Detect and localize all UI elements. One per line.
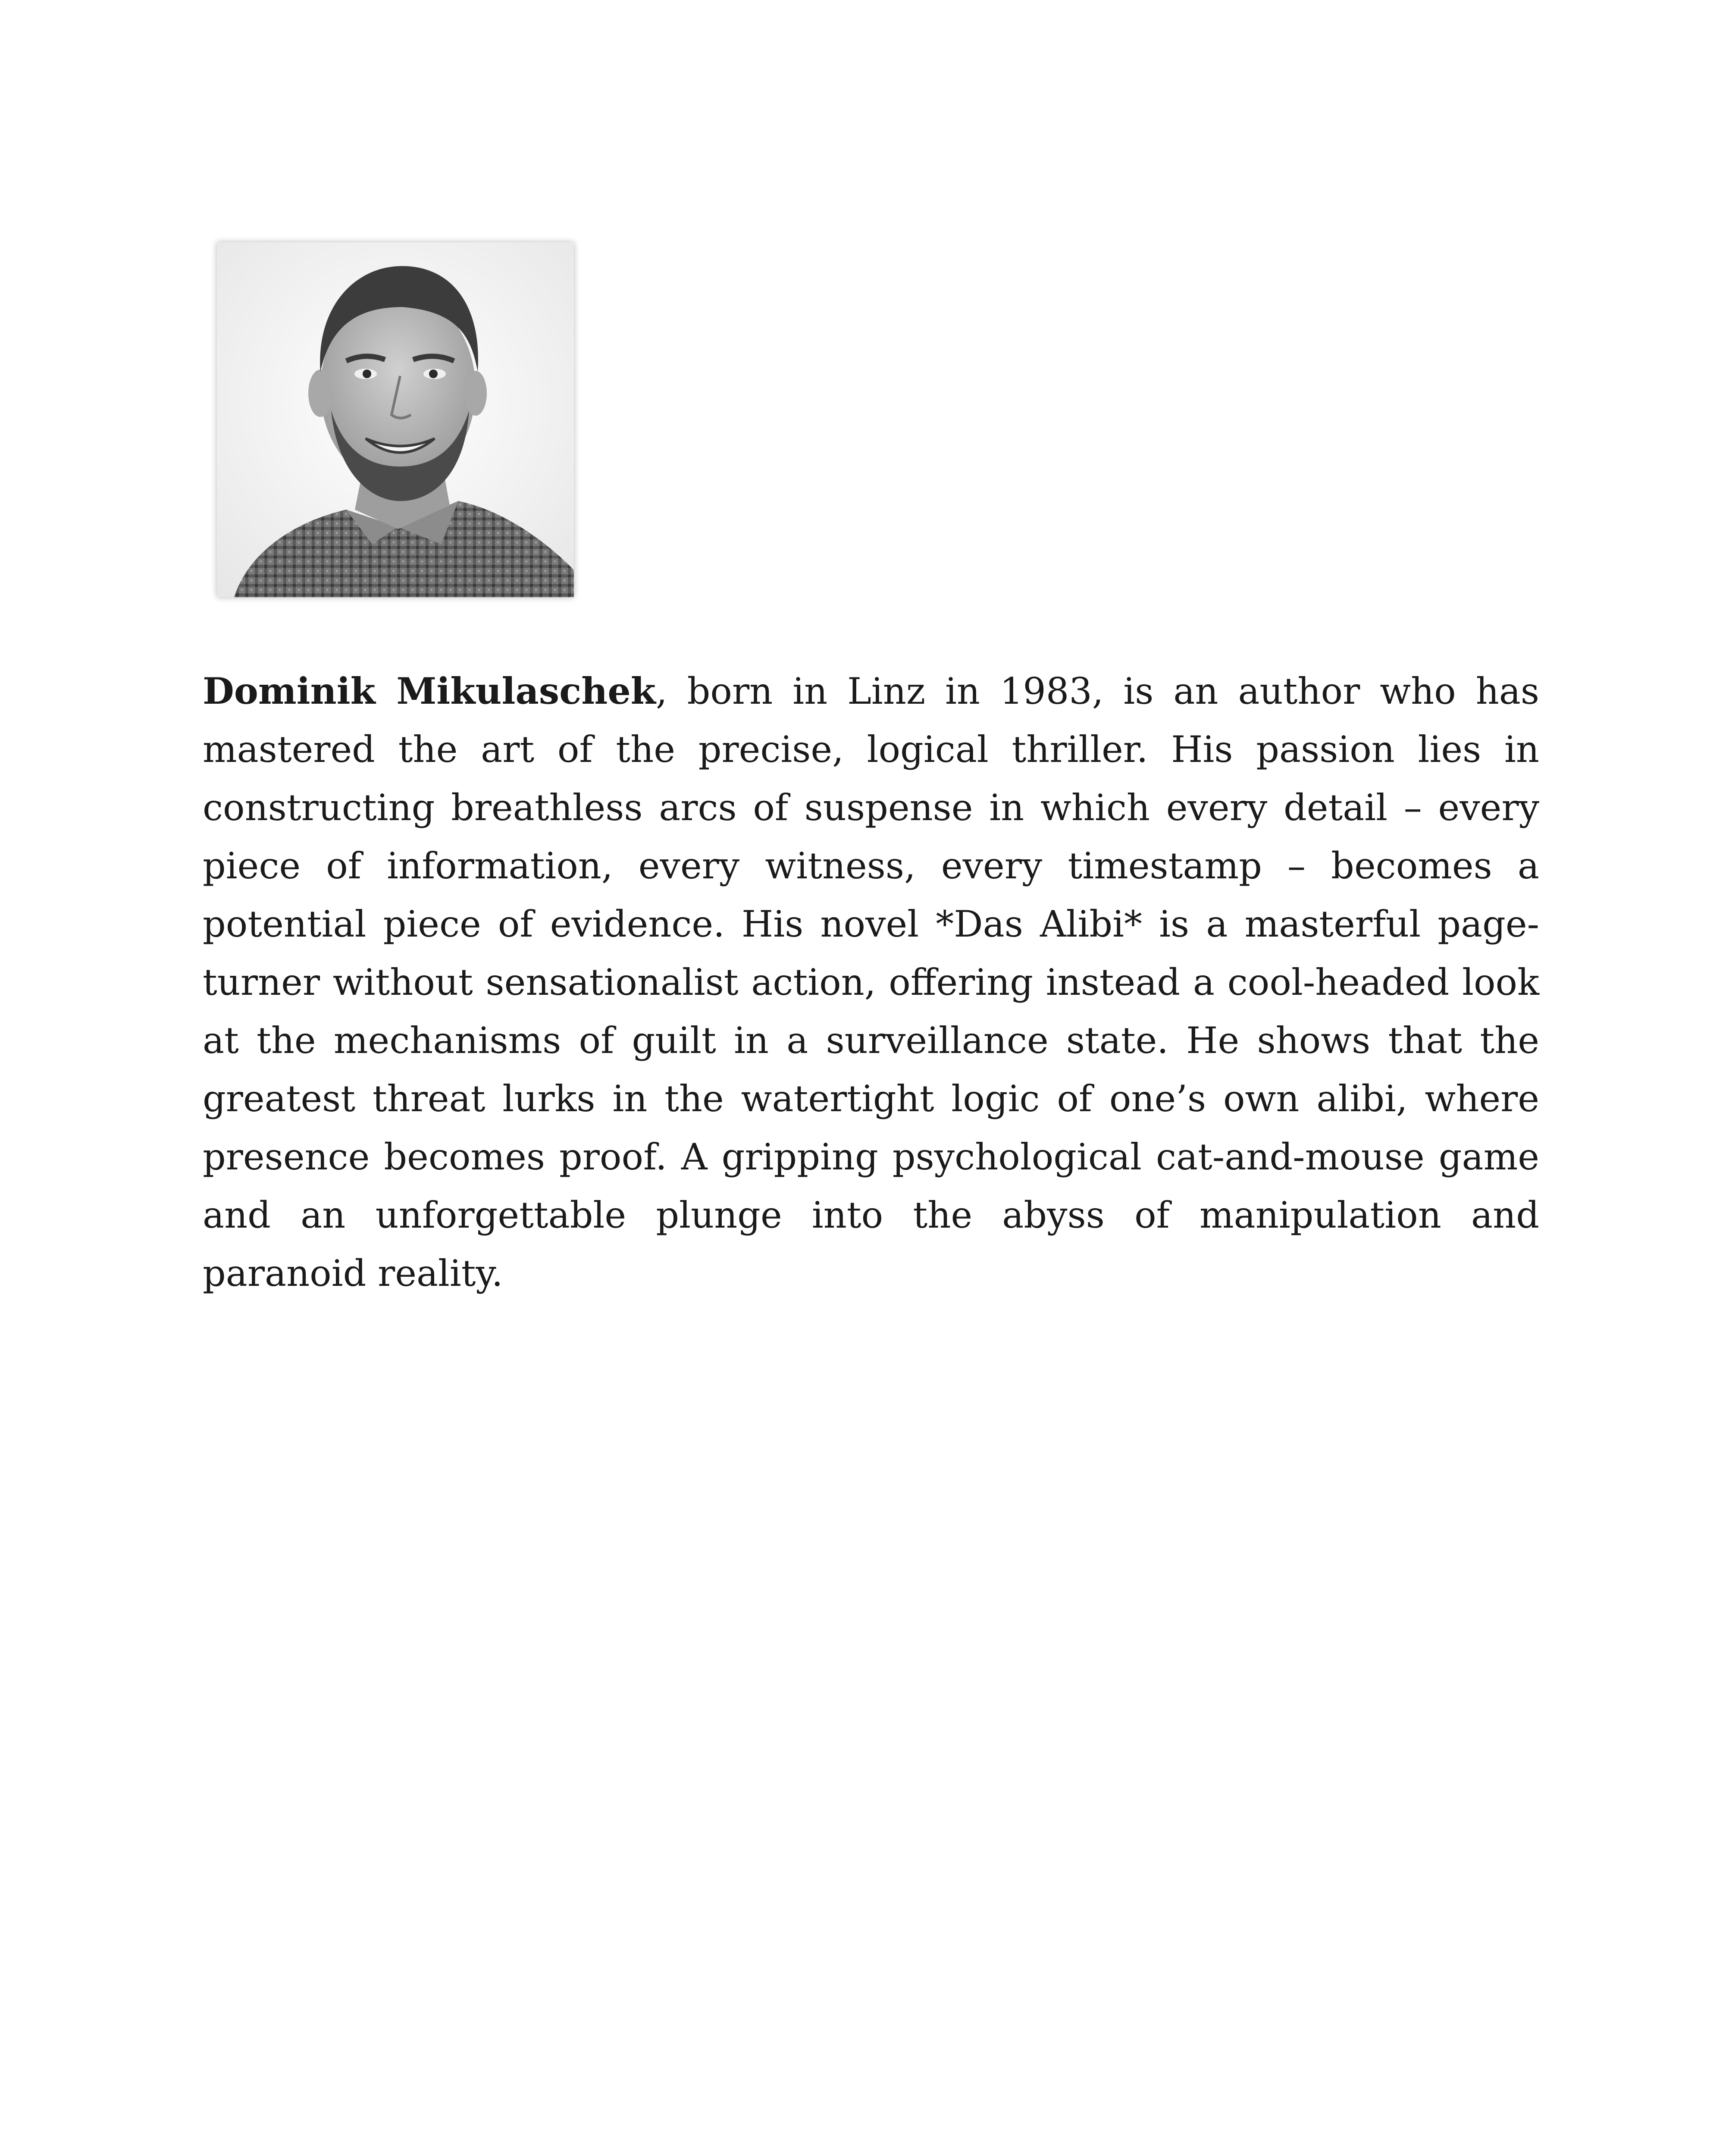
author-bio-paragraph — [203, 662, 1539, 1303]
author-bio-text: , born in Linz in 1983, is an author who has mastered the art of the precise, logical thriller. His passion lies in constructing breathless arcs of suspense in which every detail – every piece of information, every witness, every timestamp – becomes a potential piece of evidence. His novel *Das Alibi* is a masterful page-turner without sensationalist action, offering instead a cool-headed look at the mechanisms of guilt in a surveillance state. He shows that the greatest threat lurks in the watertight logic of one’s own alibi, where presence becomes proof. A gripping psychological cat-and-mouse game and an unforgettable plunge into the abyss of manipulation and paranoid reality. — [203, 670, 1539, 1294]
author-photo — [217, 242, 574, 597]
author-name: Dominik Mikulaschek — [203, 670, 656, 712]
